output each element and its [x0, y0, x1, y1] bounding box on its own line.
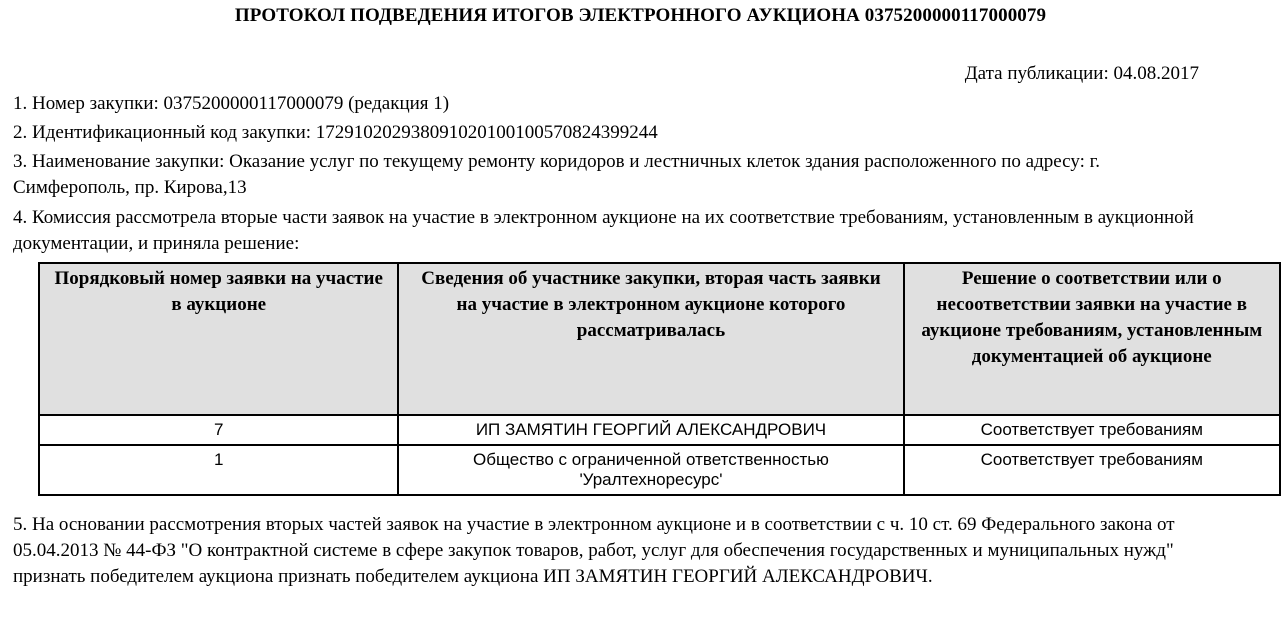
winner-statement: 5. На основании рассмотрения вторых частей заявок на участие в электронном аукционе и в соответствии с ч. 10 ст. 69 Федерального закона от 05.04.2013 № 44-ФЗ "О контрактной системе в сфере закупок товаров, работ, услуг для обеспечения государственных и муниципальных нужд" признать победителем аукциона признать победителем аукциона ИП ЗАМЯТИН ГЕОРГИЙ АЛЕКСАНДРОВИЧ. — [13, 514, 1175, 587]
header-decision: Решение о соответствии или о несоответствии заявки на участие в аукционе требованиям, установленным документацией об аукционе — [904, 263, 1280, 415]
cell-application-number: 1 — [39, 445, 398, 495]
header-participant-info: Сведения об участнике закупки, вторая часть заявки на участие в электронном аукционе которого рассматривалась — [398, 263, 903, 415]
cell-participant: Общество с ограниченной ответственностью 'Уралтехноресурс' — [398, 445, 903, 495]
header-application-number: Порядковый номер заявки на участие в аукционе — [39, 263, 398, 415]
cell-decision: Соответствует требованиям — [904, 445, 1280, 495]
procurement-name: 3. Наименование закупки: Оказание услуг по текущему ремонту коридоров и лестничных клеток здания расположенного по адресу: г. Симферополь, пр. Кирова,13 — [13, 151, 1101, 198]
procurement-number: 1. Номер закупки: 0375200000117000079 (редакция 1) — [13, 93, 450, 114]
procurement-id-code: 2. Идентификационный код закупки: 172910202938091020100100570824399244 — [13, 122, 658, 143]
results-table — [38, 262, 1281, 496]
table-row — [39, 445, 1280, 495]
commission-statement: 4. Комиссия рассмотрела вторые части заявок на участие в электронном аукционе на их соответствие требованиям, установленным в аукционной документации, и приняла решение: — [13, 207, 1194, 254]
publication-date: Дата публикации: 04.08.2017 — [964, 63, 1199, 84]
cell-participant: ИП ЗАМЯТИН ГЕОРГИЙ АЛЕКСАНДРОВИЧ — [398, 415, 903, 445]
cell-decision: Соответствует требованиям — [904, 415, 1280, 445]
table-header-row — [39, 263, 1280, 415]
table-row — [39, 415, 1280, 445]
page-title: ПРОТОКОЛ ПОДВЕДЕНИЯ ИТОГОВ ЭЛЕКТРОННОГО АУКЦИОНА 0375200000117000079 — [234, 5, 1047, 26]
cell-application-number: 7 — [39, 415, 398, 445]
